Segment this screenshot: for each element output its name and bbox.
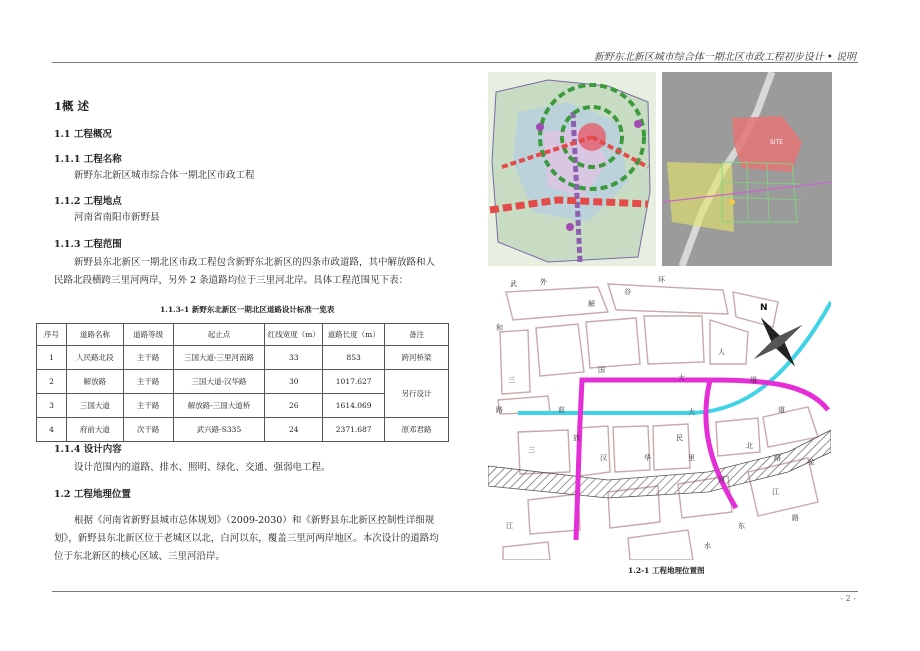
- location-paragraph-line-1: 根据《河南省新野县城市总体规划》（2009-2030）和《新野县东北新区控制性详细规: [74, 515, 435, 526]
- table-cell: 主干路: [123, 394, 173, 418]
- table-cell: 武兴路-S335: [173, 418, 265, 442]
- table-row: [37, 418, 449, 442]
- table-cell: 853: [323, 346, 385, 370]
- table-header-cell: 道路长度（m）: [323, 324, 385, 346]
- map-label: 谷: [624, 288, 631, 296]
- project-name-text: 新野东北新区城市综合体一期北区市政工程: [74, 170, 255, 181]
- table-header-row: [37, 324, 449, 346]
- map-label: 武: [510, 280, 517, 288]
- map-label: 东: [738, 522, 745, 530]
- table-cell: 1614.069: [323, 394, 385, 418]
- site-label: SITE: [770, 139, 784, 146]
- scope-paragraph-line-1: 新野县东北新区一期北区市政工程包含新野东北新区的四条市政道路，其中解放路和人: [74, 257, 436, 268]
- map-label: 华: [644, 454, 651, 462]
- regional-plan-map: [488, 72, 656, 266]
- table-row: [37, 346, 449, 370]
- map-label: 道: [750, 376, 757, 384]
- table-header-cell: 备注: [385, 324, 449, 346]
- map-label: 路: [496, 406, 503, 414]
- map-label: 环: [658, 276, 665, 284]
- map-label: 水: [704, 542, 711, 550]
- map-label: 放: [573, 434, 580, 442]
- map-label: 金: [808, 458, 815, 466]
- map-label: 外: [540, 278, 547, 286]
- table-cell: 1017.627: [323, 370, 385, 394]
- table-cell: 解放路: [66, 370, 123, 394]
- table-cell: 解放路-三国大道桥: [173, 394, 265, 418]
- section-1-1-3-heading: 1.1.3 工程范围: [54, 239, 122, 250]
- map-label: 三: [508, 376, 515, 384]
- table-cell: 跨河桥梁: [385, 346, 449, 370]
- location-paragraph-line-2: 划》，新野县东北新区位于老城区以北，白河以东，覆盖三里河两岸地区。本次设计的道路均: [54, 533, 439, 544]
- table-cell: 三国大道: [66, 394, 123, 418]
- section-1-1-2-heading: 1.1.2 工程地点: [54, 196, 122, 207]
- footer-divider: [52, 591, 858, 592]
- table-header-cell: 红线宽度（m）: [265, 324, 323, 346]
- table-cell: 三国大道-汉华路: [173, 370, 265, 394]
- map-label: 里: [688, 454, 695, 462]
- map-label: 北: [746, 442, 753, 450]
- map-label: 三: [528, 446, 535, 454]
- table-cell: 原邓君路: [385, 418, 449, 442]
- map-label: 道: [778, 406, 785, 414]
- map-label: 前: [558, 406, 565, 414]
- scope-paragraph-line-2: 民路北段横跨三里河两岸，另外 2 条道路均位于三里河北岸。具体工程范围见下表：: [54, 275, 409, 286]
- map-label: 路: [792, 514, 799, 522]
- table-header-cell: 道路等级: [123, 324, 173, 346]
- table-cell: 33: [265, 346, 323, 370]
- north-label: N: [760, 303, 768, 313]
- regional-plan-map-graphic: [488, 72, 656, 266]
- map-label: 国: [598, 366, 605, 374]
- table-cell: 2: [37, 370, 67, 394]
- road-location-map-graphic: [488, 272, 831, 560]
- table-cell: 人民路北段: [66, 346, 123, 370]
- table-cell: 府前大道: [66, 418, 123, 442]
- map-label: 河: [718, 476, 725, 484]
- map-label: 民: [676, 434, 683, 442]
- map-label: 江: [506, 522, 513, 530]
- section-1-2-heading: 1.2 工程地理位置: [54, 489, 131, 500]
- satellite-site-map: [662, 72, 832, 266]
- figure-caption: 1.2-1 工程地理位置图: [628, 566, 705, 575]
- map-label: 汉: [600, 454, 607, 462]
- table-cell: 主干路: [123, 370, 173, 394]
- road-location-map: [488, 272, 831, 560]
- table-header-cell: 道路名称: [66, 324, 123, 346]
- table-row: [37, 370, 449, 394]
- design-content-text: 设计范围内的道路、排水、照明、绿化、交通、强弱电工程。: [74, 462, 331, 473]
- road-standard-table: [36, 323, 449, 442]
- table-cell-merged-note: 另行设计: [385, 370, 449, 418]
- map-label: 大: [678, 374, 685, 382]
- table-header-cell: 起止点: [173, 324, 265, 346]
- map-label: 江: [772, 488, 779, 496]
- map-label: 人: [718, 348, 725, 356]
- table-cell: 24: [265, 418, 323, 442]
- header-divider: [52, 62, 858, 63]
- section-1-1-4-heading: 1.1.4 设计内容: [54, 444, 122, 455]
- map-label: 和: [496, 324, 503, 332]
- table-cell: 30: [265, 370, 323, 394]
- map-label: 路: [774, 454, 781, 462]
- satellite-site-map-graphic: [662, 72, 832, 266]
- table-cell: 3: [37, 394, 67, 418]
- project-location-text: 河南省南阳市新野县: [74, 212, 160, 223]
- table-caption: 1.1.3-1 新野东北新区一期北区道路设计标准一览表: [160, 305, 335, 314]
- table-cell: 次干路: [123, 418, 173, 442]
- table-cell: 1: [37, 346, 67, 370]
- map-label: 大: [688, 408, 695, 416]
- table-cell: 26: [265, 394, 323, 418]
- map-label: 解: [588, 300, 595, 308]
- section-1-1-heading: 1.1 工程概况: [54, 129, 112, 140]
- location-paragraph-line-3: 位于东北新区的核心区域、三里河沿岸。: [54, 551, 226, 562]
- table-cell: 三国大道-三里河南路: [173, 346, 265, 370]
- section-1-heading: 1概 述: [54, 99, 90, 113]
- page-number: - 2 -: [840, 594, 856, 603]
- table-cell: 4: [37, 418, 67, 442]
- table-cell: 主干路: [123, 346, 173, 370]
- table-cell: 2371.687: [323, 418, 385, 442]
- table-header-cell: 序号: [37, 324, 67, 346]
- section-1-1-1-heading: 1.1.1 工程名称: [54, 154, 122, 165]
- page-header-title: 新野东北新区城市综合体一期北区市政工程初步设计 • 说明: [593, 52, 856, 63]
